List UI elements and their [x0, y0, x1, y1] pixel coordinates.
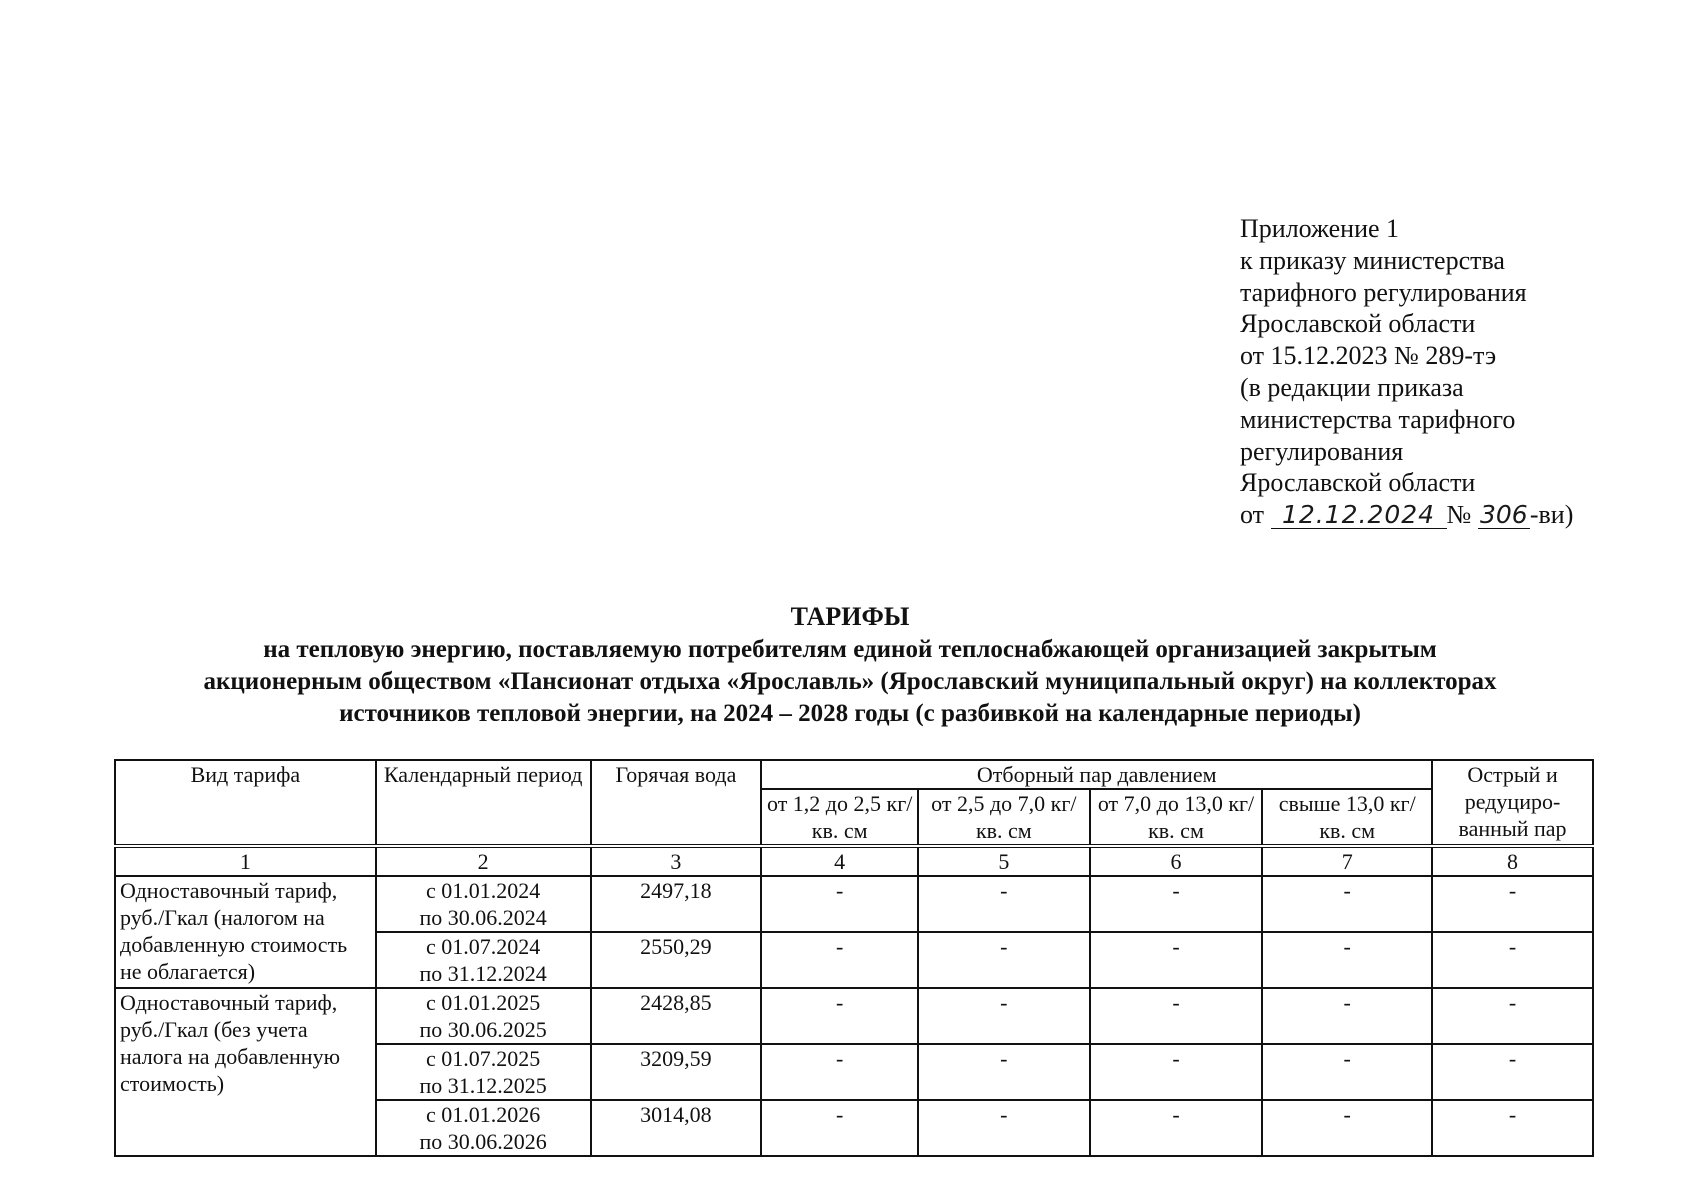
title-main: ТАРИФЫ — [790, 602, 910, 631]
column-number: 8 — [1432, 846, 1593, 876]
tariffs-table — [114, 759, 1594, 1157]
value-cell: - — [1090, 932, 1263, 988]
header-row — [115, 760, 1593, 789]
handwritten-date: 12.12.2024 — [1271, 502, 1447, 529]
value-cell: - — [1432, 932, 1593, 988]
column-number-row — [115, 846, 1593, 876]
tariff-kind: Одноставочный тариф, руб./Гкал (налогом на добавленную стоимость не облагается) — [115, 876, 376, 988]
header-steam-col: от 7,0 до 13,0 кг/ кв. см — [1090, 789, 1263, 846]
period-cell — [376, 988, 591, 1044]
hot-water-value: 3209,59 — [591, 1044, 762, 1100]
hot-water-value: 2550,29 — [591, 932, 762, 988]
header-steam: Отборный пар давлением — [761, 760, 1432, 789]
number-sign: № — [1446, 500, 1472, 530]
header-hot-water: Горячая вода — [591, 760, 762, 846]
appendix-line: от 15.12.2023 № 289-тэ — [1240, 341, 1497, 371]
header-steam-col: свыше 13,0 кг/ кв. см — [1262, 789, 1432, 846]
column-number: 3 — [591, 846, 762, 876]
period-to: по 30.06.2025 — [419, 1017, 547, 1042]
period-cell — [376, 932, 591, 988]
value-cell: - — [918, 876, 1090, 932]
period-cell — [376, 1100, 591, 1156]
value-cell: - — [761, 988, 918, 1044]
value-cell: - — [918, 988, 1090, 1044]
value-cell: - — [918, 932, 1090, 988]
value-cell: - — [1262, 932, 1432, 988]
appendix-line: тарифного регулирования — [1240, 277, 1527, 307]
appendix-line: министерства тарифного — [1240, 404, 1516, 434]
column-number: 5 — [918, 846, 1090, 876]
column-number: 6 — [1090, 846, 1263, 876]
value-cell: - — [761, 1100, 918, 1156]
title-line: акционерным обществом «Пансионат отдыха «Ярославль» (Ярославский муниципальный округ) на коллекторах — [203, 668, 1497, 695]
value-cell: - — [1432, 1044, 1593, 1100]
hot-water-value: 3014,08 — [591, 1100, 762, 1156]
value-cell: - — [918, 1044, 1090, 1100]
header-kind: Вид тарифа — [115, 760, 376, 846]
table-row — [115, 988, 1593, 1044]
period-from: с 01.01.2025 — [426, 990, 541, 1015]
value-cell: - — [918, 1100, 1090, 1156]
value-cell: - — [1262, 1100, 1432, 1156]
title-line: источников тепловой энергии, на 2024 – 2028 годы (с разбивкой на календарные периоды) — [339, 700, 1361, 727]
period-to: по 30.06.2026 — [419, 1129, 547, 1154]
period-from: с 01.01.2026 — [426, 1102, 541, 1127]
value-cell: - — [1090, 1044, 1263, 1100]
appendix-line: к приказу министерства — [1240, 245, 1505, 275]
column-number: 2 — [376, 846, 591, 876]
appendix-block — [1240, 213, 1573, 531]
value-cell: - — [1090, 1100, 1263, 1156]
header-steam-col: от 2,5 до 7,0 кг/ кв. см — [918, 789, 1090, 846]
value-cell: - — [1262, 876, 1432, 932]
period-from: с 01.01.2024 — [426, 878, 541, 903]
column-number: 7 — [1262, 846, 1432, 876]
column-number: 1 — [115, 846, 376, 876]
appendix-amendment-line — [1240, 499, 1573, 531]
appendix-line: регулирования — [1240, 436, 1404, 466]
period-cell — [376, 1044, 591, 1100]
header-steam-col: от 1,2 до 2,5 кг/ кв. см — [761, 789, 918, 846]
period-from: с 01.07.2025 — [426, 1046, 541, 1071]
title-line: на тепловую энергию, поставляемую потребителям единой теплоснабжающей организацией закрытым — [263, 636, 1437, 663]
period-to: по 31.12.2024 — [419, 961, 547, 986]
value-cell: - — [761, 932, 918, 988]
table-row — [115, 876, 1593, 932]
value-cell: - — [1262, 988, 1432, 1044]
value-cell: - — [1432, 1100, 1593, 1156]
appendix-line: Ярославской области — [1240, 468, 1476, 498]
period-to: по 30.06.2024 — [419, 905, 547, 930]
column-number: 4 — [761, 846, 918, 876]
document-title — [110, 600, 1590, 730]
period-cell — [376, 876, 591, 932]
handwritten-number: 306 — [1478, 502, 1530, 529]
value-cell: - — [1432, 988, 1593, 1044]
value-cell: - — [1090, 876, 1263, 932]
period-from: с 01.07.2024 — [426, 934, 541, 959]
period-to: по 31.12.2025 — [419, 1073, 547, 1098]
value-cell: - — [761, 1044, 918, 1100]
appendix-line: Ярославской области — [1240, 309, 1476, 339]
header-sharp-steam: Острый и редуциро-ванный пар — [1432, 760, 1593, 846]
value-cell: - — [761, 876, 918, 932]
amendment-prefix: от — [1240, 500, 1265, 530]
value-cell: - — [1262, 1044, 1432, 1100]
amendment-suffix: -ви) — [1529, 500, 1574, 530]
value-cell: - — [1090, 988, 1263, 1044]
appendix-line: (в редакции приказа — [1240, 372, 1464, 402]
header-period: Календарный период — [376, 760, 591, 846]
value-cell: - — [1432, 876, 1593, 932]
appendix-line: Приложение 1 — [1240, 214, 1400, 243]
hot-water-value: 2428,85 — [591, 988, 762, 1044]
tariff-kind: Одноставочный тариф, руб./Гкал (без учета налога на добавленную стоимость) — [115, 988, 376, 1156]
hot-water-value: 2497,18 — [591, 876, 762, 932]
